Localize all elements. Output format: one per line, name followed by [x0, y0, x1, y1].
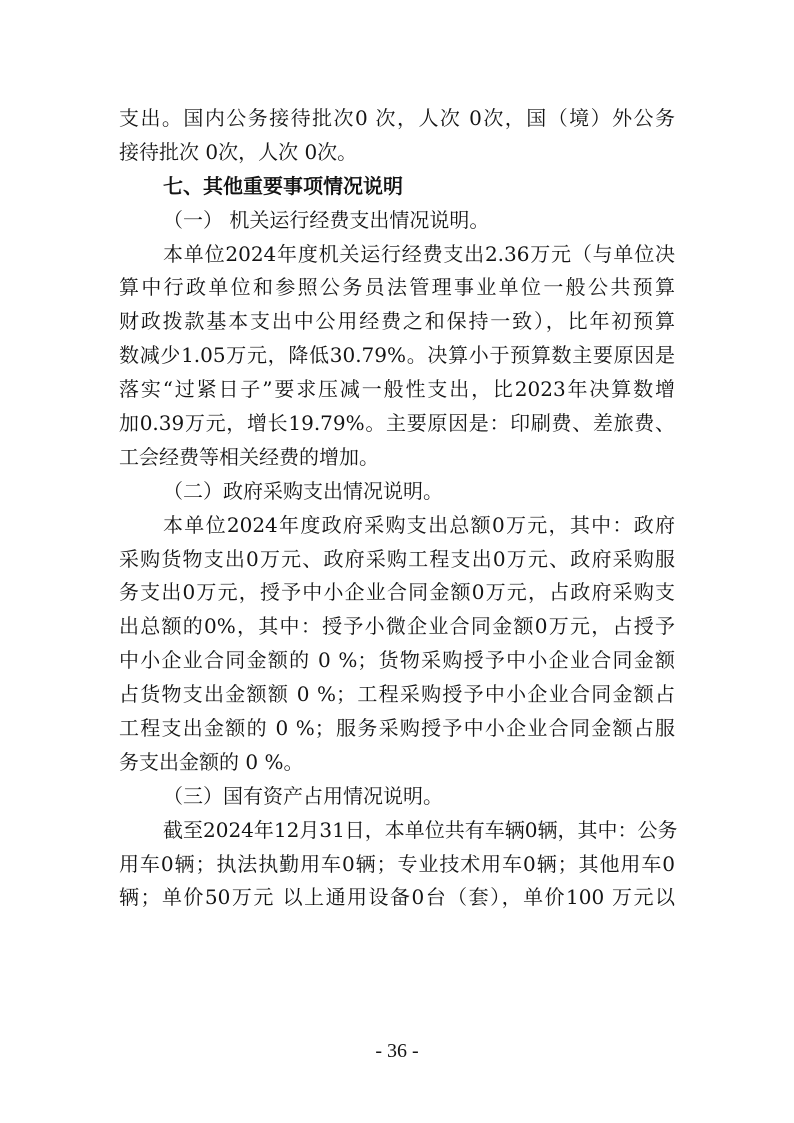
paragraph-line: 占货物支出金额额 0 %；工程采购授予中小企业合同金额占 — [119, 682, 675, 707]
paragraph-line: 支出。国内公务接待批次0 次，人次 0次，国（境）外公务 — [119, 106, 675, 130]
subsection-heading: （二）政府采购支出情况说明。 — [163, 478, 443, 503]
paragraph-line: 采购货物支出0万元、政府采购工程支出0万元、政府采购服 — [119, 546, 675, 571]
page-number: - 36 - — [375, 1040, 419, 1062]
subsection-heading: （三）国有资产占用情况说明。 — [163, 783, 443, 808]
paragraph-line: 中小企业合同金额的 0 %；货物采购授予中小企业合同金额 — [119, 648, 675, 673]
paragraph-line: 辆；单价50万元 以上通用设备0台（套），单价100 万元以 — [119, 885, 675, 910]
paragraph-line: 算中行政单位和参照公务员法管理事业单位一般公共预算 — [119, 275, 675, 300]
paragraph-line: 出总额的0%，其中：授予小微企业合同金额0万元，占授予 — [119, 614, 675, 639]
paragraph-line: 务支出0万元，授予中小企业合同金额0万元，占政府采购支 — [119, 580, 675, 605]
paragraph-line: 加0.39万元，增长19.79%。主要原因是：印刷费、差旅费、 — [119, 411, 675, 436]
paragraph-line: 用车0辆；执法执勤用车0辆；专业技术用车0辆；其他用车0 — [119, 851, 675, 876]
paragraph-line: 截至2024年12月31日，本单位共有车辆0辆，其中：公务 — [163, 817, 678, 842]
paragraph-line: 数减少1.05万元，降低30.79%。决算小于预算数主要原因是 — [119, 343, 675, 368]
paragraph-line: 工程支出金额的 0 %；服务采购授予中小企业合同金额占服 — [119, 716, 675, 741]
paragraph-line: 财政拨款基本支出中公用经费之和保持一致），比年初预算 — [119, 309, 675, 334]
subsection-heading: （一） 机关运行经费支出情况说明。 — [163, 207, 490, 232]
paragraph-line: 本单位2024年度机关运行经费支出2.36万元（与单位决 — [163, 241, 675, 266]
paragraph-line: 本单位2024年度政府采购支出总额0万元，其中：政府 — [163, 512, 675, 537]
paragraph-line: 接待批次 0次，人次 0次。 — [119, 139, 358, 164]
paragraph-line: 工会经费等相关经费的增加。 — [119, 444, 379, 469]
paragraph-line: 务支出金额的 0 %。 — [119, 749, 304, 774]
body-text — [119, 102, 678, 915]
paragraph-line: 落实“过紧日子”要求压减一般性支出，比2023年决算数增 — [119, 377, 675, 402]
section-heading: 七、其他重要事项情况说明 — [163, 173, 403, 198]
